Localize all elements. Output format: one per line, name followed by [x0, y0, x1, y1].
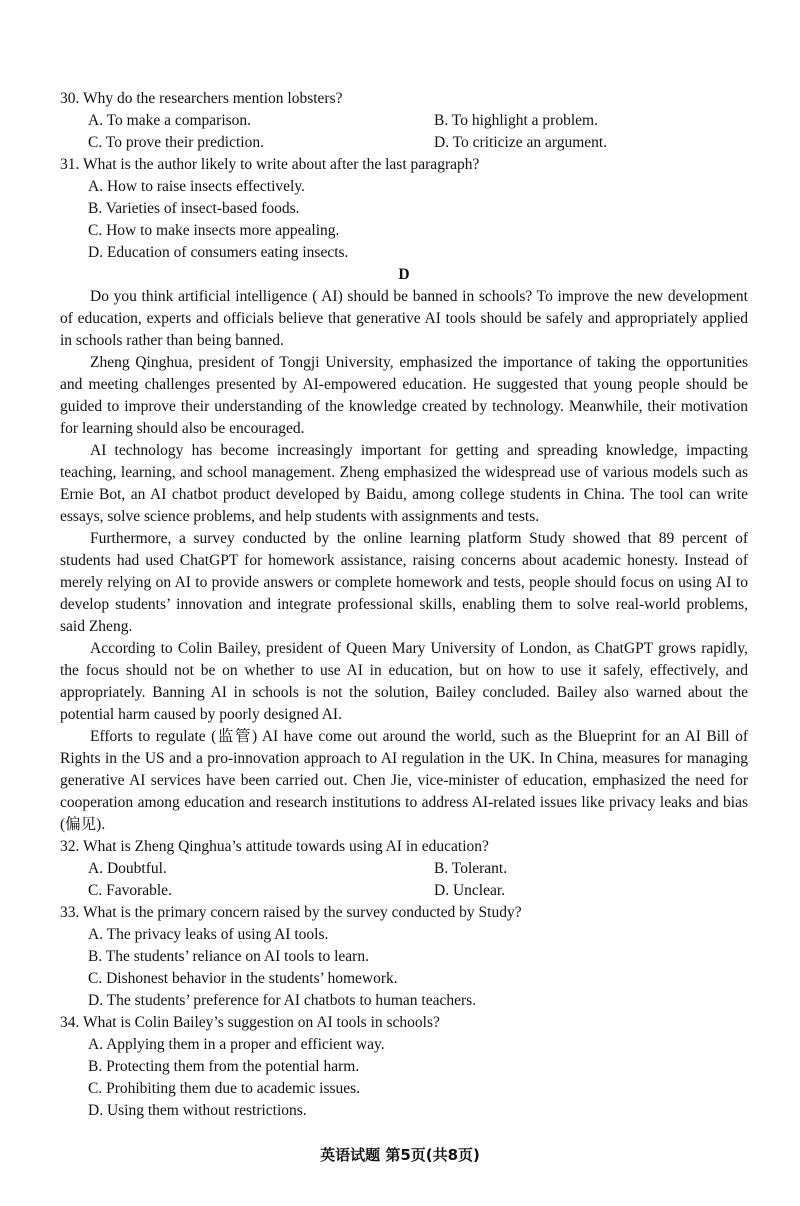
- option-d: D. Unclear.: [434, 882, 506, 899]
- page-footer: 英语试题 第5页(共8页): [320, 1146, 480, 1164]
- question-31: [60, 154, 748, 264]
- question-stem: 33. What is the primary concern raised by the survey conducted by Study?: [60, 904, 522, 921]
- passage-paragraph: Efforts to regulate (监管) AI have come out around the world, such as the Blueprint for an AI Bill of Rights in the US and a pro-innovation approach to AI regulation in the UK. In China, measures for managing generative AI services have been carried out. Chen Jie, vice-minister of education, emphasized the need for cooperation among education and research institutions to address AI-related issues like privacy leaks and bias (偏见).: [60, 728, 748, 833]
- question-33: [60, 902, 748, 1012]
- passage-paragraph: Zheng Qinghua, president of Tongji University, emphasized the importance of taking the opportunities and meeting challenges presented by AI-empowered education. He suggested that young people should be guided to improve their understanding of the knowledge created by technology. Meanwhile, their motivation for learning should also be encouraged.: [60, 354, 748, 437]
- option-b: B. Tolerant.: [434, 860, 508, 877]
- option-c: C. To prove their prediction.: [88, 134, 264, 151]
- option-d: D. Education of consumers eating insects.: [88, 244, 349, 261]
- options-grid: [88, 858, 748, 902]
- exam-page: [60, 0, 748, 1122]
- option-b: B. Varieties of insect-based foods.: [88, 200, 300, 217]
- option-d: D. Using them without restrictions.: [88, 1102, 307, 1119]
- passage-paragraph: According to Colin Bailey, president of Queen Mary University of London, as ChatGPT grows rapidly, the focus should not be on whether to use AI in education, but on how to use it safely, effectively, and appropriately. Banning AI in schools is not the solution, Bailey concluded. Bailey also warned about the potential harm caused by poorly designed AI.: [60, 640, 748, 723]
- option-b: B. To highlight a problem.: [434, 112, 598, 129]
- option-c: C. Dishonest behavior in the students’ homework.: [88, 970, 398, 987]
- option-d: D. The students’ preference for AI chatbots to human teachers.: [88, 992, 477, 1009]
- option-c: C. How to make insects more appealing.: [88, 222, 340, 239]
- option-b: B. The students’ reliance on AI tools to learn.: [88, 948, 369, 965]
- option-a: A. Doubtful.: [88, 860, 167, 877]
- question-stem: 31. What is the author likely to write about after the last paragraph?: [60, 156, 480, 173]
- passage-paragraph: Do you think artificial intelligence ( AI) should be banned in schools? To improve the new development of education, experts and officials believe that generative AI tools should be safely and appropriately applied in schools rather than being banned.: [60, 288, 748, 349]
- option-b: B. Protecting them from the potential harm.: [88, 1058, 360, 1075]
- passage: [60, 286, 748, 836]
- question-34: [60, 1012, 748, 1122]
- question-32: [60, 836, 748, 902]
- option-a: A. To make a comparison.: [88, 112, 252, 129]
- questions-after: [60, 836, 748, 1122]
- options-grid: [88, 110, 748, 154]
- question-stem: 34. What is Colin Bailey’s suggestion on AI tools in schools?: [60, 1014, 440, 1031]
- option-a: A. How to raise insects effectively.: [88, 178, 305, 195]
- passage-paragraph: AI technology has become increasingly important for getting and spreading knowledge, impacting teaching, learning, and school management. Zheng emphasized the widespread use of various models such as Ernie Bot, an AI chatbot product developed by Baidu, among college students in China. The tool can write essays, solve science problems, and help students with assignments and tests.: [60, 442, 748, 525]
- option-c: C. Prohibiting them due to academic issues.: [88, 1080, 361, 1097]
- section-heading: D: [398, 266, 410, 283]
- question-stem: 32. What is Zheng Qinghua’s attitude towards using AI in education?: [60, 838, 489, 855]
- passage-paragraph: Furthermore, a survey conducted by the online learning platform Study showed that 89 percent of students had used ChatGPT for homework assistance, raising concerns about academic honesty. Instead of merely relying on AI to provide answers or complete homework and tests, people should focus on using AI to develop students’ innovation and integrate professional skills, enabling them to solve real-world problems, said Zheng.: [60, 530, 748, 635]
- option-d: D. To criticize an argument.: [434, 134, 608, 151]
- option-a: A. The privacy leaks of using AI tools.: [88, 926, 329, 943]
- option-c: C. Favorable.: [88, 882, 172, 899]
- question-30: [60, 88, 748, 154]
- option-a: A. Applying them in a proper and efficient way.: [88, 1036, 385, 1053]
- question-stem: 30. Why do the researchers mention lobsters?: [60, 90, 343, 107]
- questions-before: [60, 88, 748, 264]
